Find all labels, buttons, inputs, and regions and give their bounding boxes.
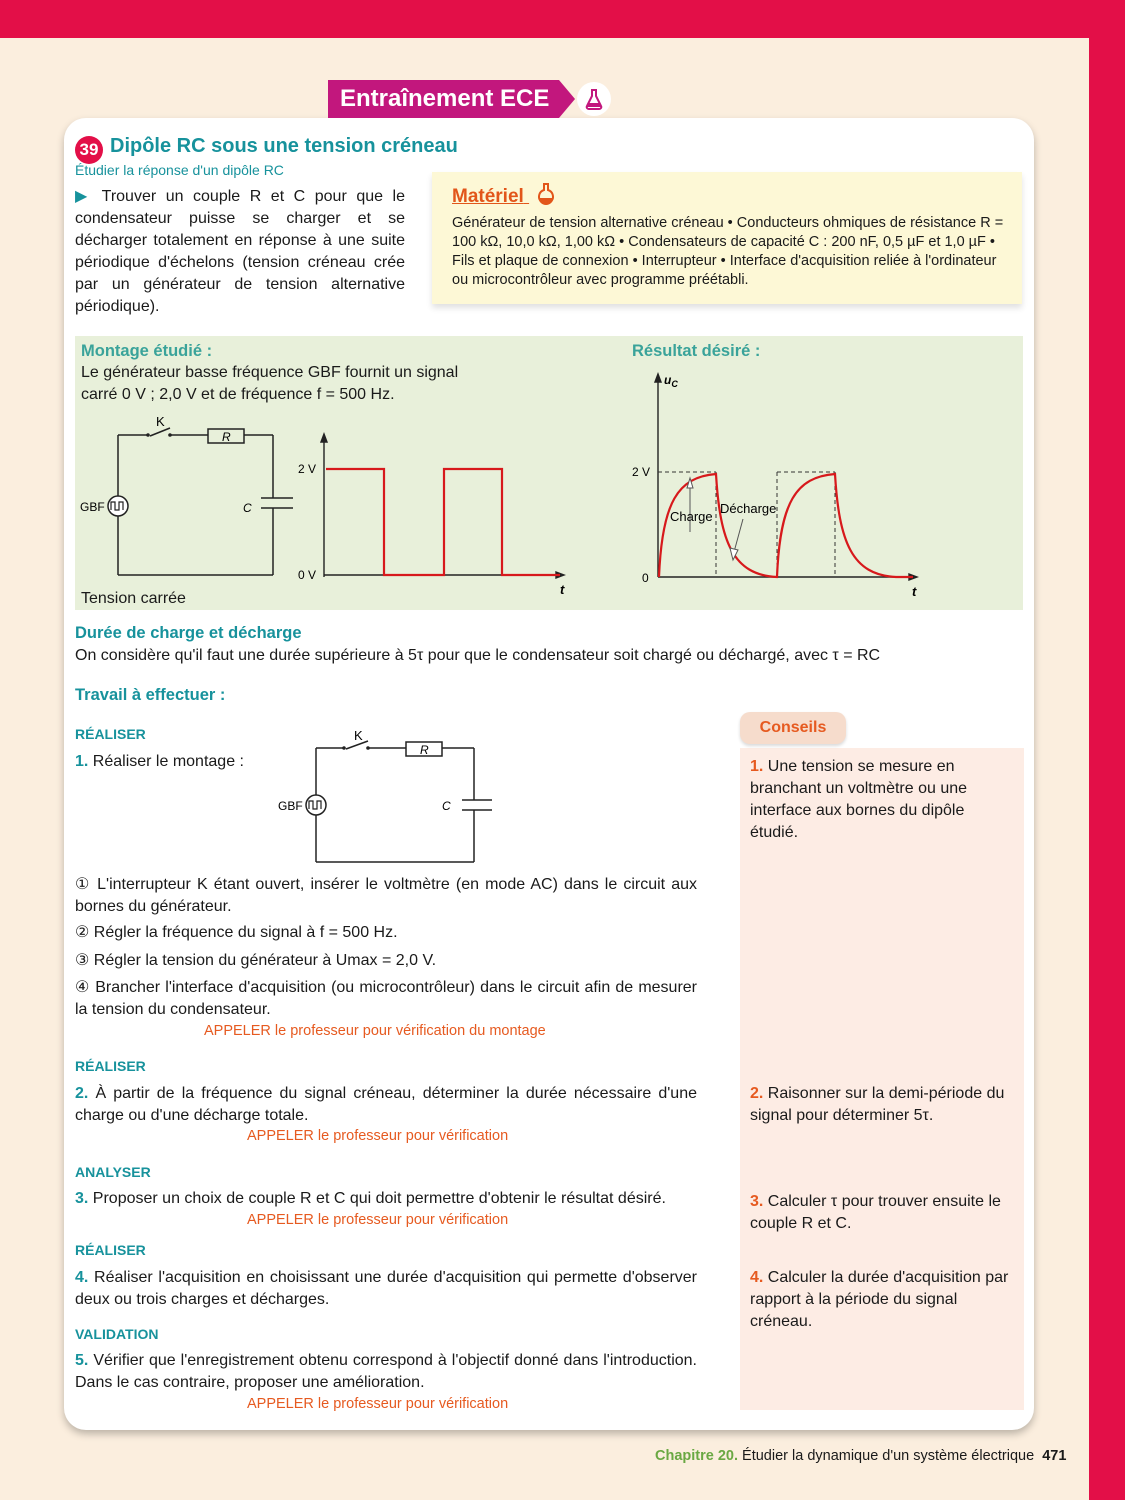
step2-call: APPELER le professeur pour vérification <box>247 1128 509 1144</box>
label-charge: Charge <box>670 509 713 524</box>
label-k: K <box>354 728 363 743</box>
label-uc: $u_C$ <box>664 373 678 389</box>
materiel-title: Matériel <box>452 182 557 208</box>
step5: 5. Vérifier que l'enregistrement obtenu correspond à l'objectif donné dans l'introduction. Dans le cas contraire, proposer une amélioration. <box>75 1352 697 1391</box>
label-c: C <box>442 799 451 813</box>
call-montage: APPELER le professeur pour vérification du montage <box>204 1023 546 1039</box>
exercise-title: Dipôle RC sous une tension créneau <box>110 135 458 157</box>
page-number: 471 <box>1042 1448 1067 1464</box>
label-zero: 0 <box>642 571 649 585</box>
resultat-title: Résultat désiré : <box>632 342 761 360</box>
label-r: R <box>222 430 231 444</box>
flask-icon <box>577 82 611 116</box>
label-2v: 2 V <box>632 465 651 479</box>
switch-k <box>150 428 170 436</box>
step4-section: RÉALISER <box>75 1242 146 1258</box>
materiel-text: Générateur de tension alternative créneau • Conducteurs ohmiques de résistance R = 100 kΩ, 10,0 kΩ, 1,00 kΩ • Condensateurs de capacité C : 200 nF, 0,5 µF et 1,0 µF • Fils et plaque de connexion • Interrupteur • Interface d'acquisition reliée à l'ordinateur ou microcontrôleur avec programme préétabli. <box>452 215 1004 288</box>
duree-text: On considère qu'il faut une durée supérieure à 5τ pour que le condensateur soit chargé ou déchargé, avec τ = RC <box>75 647 881 664</box>
conseils-tab: Conseils <box>740 712 846 744</box>
substep-3: ③ Régler la tension du générateur à Umax = 2,0 V. <box>75 952 437 969</box>
uc-curve <box>659 474 913 577</box>
circuit-diagram-2 <box>276 726 506 866</box>
step2: 2. À partir de la fréquence du signal créneau, déterminer la durée nécessaire d'une charge ou d'une décharge totale. <box>75 1085 697 1124</box>
step3-call: APPELER le professeur pour vérification <box>247 1212 509 1228</box>
banner-label: Entraînement ECE <box>328 80 559 118</box>
substep-4: ④ Brancher l'interface d'acquisition (ou microcontrôleur) dans le circuit afin de mesurer la tension du condensateur. <box>75 979 698 1018</box>
step5-call: APPELER le professeur pour vérification <box>247 1396 509 1412</box>
conseil-3: 3. Calculer τ pour trouver ensuite le couple R et C. <box>750 1193 1001 1232</box>
step1: 1. Réaliser le montage : <box>75 753 244 770</box>
label-gbf: GBF <box>80 500 105 514</box>
result-graph <box>628 372 928 602</box>
banner-arrow <box>559 80 575 118</box>
label-t: t <box>912 584 917 599</box>
page-footer <box>655 1448 1066 1464</box>
step2-section: RÉALISER <box>75 1058 146 1074</box>
footer-chapter: Chapitre 20. <box>655 1448 738 1464</box>
conseil-1: 1. Une tension se mesure en branchant un voltmètre ou une interface aux bornes du dipôle étudié. <box>750 758 968 841</box>
footer-title: Étudier la dynamique d'un système électrique <box>742 1448 1035 1464</box>
section-banner <box>328 80 611 118</box>
label-t: t <box>560 582 565 597</box>
label-2v: 2 V <box>298 462 317 476</box>
step1-section: RÉALISER <box>75 726 146 742</box>
label-gbf: GBF <box>278 799 303 813</box>
circuit-diagram <box>78 410 308 585</box>
top-color-bar <box>0 0 1125 38</box>
label-0v: 0 V <box>298 568 317 582</box>
step3: 3. Proposer un choix de couple R et C qui doit permettre d'obtenir le résultat désiré. <box>75 1190 666 1207</box>
label-r: R <box>420 743 429 757</box>
step4: 4. Réaliser l'acquisition en choisissant une durée d'acquisition qui permette d'observer deux ou trois charges et décharges. <box>75 1269 698 1308</box>
montage-text: Le générateur basse fréquence GBF fournit un signal carré 0 V ; 2,0 V et de fréquence f = 500 Hz. <box>81 364 459 403</box>
exercise-number: 39 <box>75 136 103 164</box>
substep-1: ① L'interrupteur K étant ouvert, insérer le voltmètre (en mode AC) dans le circuit aux bornes du générateur. <box>75 876 698 915</box>
step5-section: VALIDATION <box>75 1326 159 1342</box>
exercise-subtitle: Étudier la réponse d'un dipôle RC <box>75 162 284 178</box>
square-wave-graph <box>292 432 572 602</box>
montage-title: Montage étudié : <box>81 342 213 360</box>
materiel-box <box>432 172 1022 304</box>
label-decharge: Décharge <box>720 501 777 516</box>
label-c: C <box>243 501 252 515</box>
square-signal <box>326 469 560 575</box>
conseil-2: 2. Raisonner sur la demi-période du signal pour déterminer 5τ. <box>750 1085 1005 1124</box>
substep-2: ② Régler la fréquence du signal à f = 500 Hz. <box>75 924 398 941</box>
exercise-intro: ▶ Trouver un couple R et C pour que le condensateur puisse se charger et se décharger totalement en réponse à une suite périodique d'échelons (tension créneau crée par un générateur de tension alternative périodique). <box>75 188 405 315</box>
label-k: K <box>156 414 165 429</box>
montage-caption: Tension carrée <box>81 590 186 607</box>
right-color-bar <box>1089 0 1125 1500</box>
conseil-4: 4. Calculer la durée d'acquisition par rapport à la période du signal créneau. <box>750 1269 1009 1330</box>
duree-title: Durée de charge et décharge <box>75 624 302 642</box>
flask-icon <box>535 182 557 206</box>
travail-title: Travail à effectuer : <box>75 686 226 704</box>
step3-section: ANALYSER <box>75 1164 151 1180</box>
